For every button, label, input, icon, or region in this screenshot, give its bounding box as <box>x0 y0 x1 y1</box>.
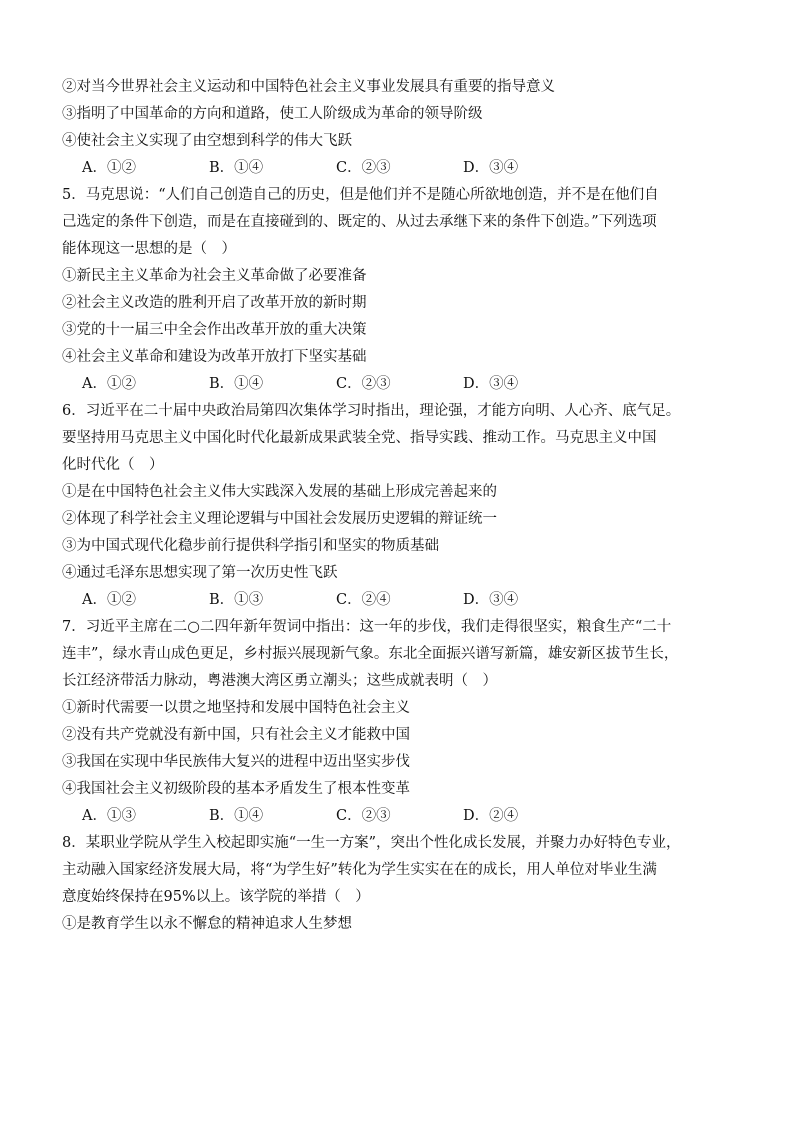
q7-option-b[interactable]: B．①④ <box>209 808 264 824</box>
q8-item-1: ①是教育学生以永不懈怠的精神追求人生梦想 <box>62 916 352 932</box>
q5-option-a[interactable]: A．①② <box>82 376 136 392</box>
q6-option-d[interactable]: D．③④ <box>463 592 519 608</box>
q6-option-c[interactable]: C．②④ <box>336 592 391 608</box>
q7-item-3: ③我国在实现中华民族伟大复兴的进程中迈出坚实步伐 <box>62 754 410 770</box>
q6-option-a[interactable]: A．①② <box>82 592 136 608</box>
exam-page <box>62 74 742 938</box>
q8-stem-line: 主动融入国家经济发展大局，将“为学生好”转化为学生实实在在的成长，用人单位对毕业生满 <box>62 862 657 878</box>
q5-stem-line: 5．马克思说：“人们自己创造自己的历史，但是他们并不是随心所欲地创造，并不是在他们自 <box>62 187 659 203</box>
q4-item-3: ③指明了中国革命的方向和道路，使工人阶级成为革命的领导阶级 <box>62 106 483 122</box>
q6-item-3: ③为中国式现代化稳步前行提供科学指引和坚实的物质基础 <box>62 538 439 554</box>
q4-option-c[interactable]: C．②③ <box>336 160 391 176</box>
q4-options <box>62 155 742 182</box>
q4-item-4: ④使社会主义实现了由空想到科学的伟大飞跃 <box>62 133 352 149</box>
q4-option-b[interactable]: B．①④ <box>209 160 264 176</box>
question-5 <box>62 182 742 398</box>
question-8 <box>62 830 742 938</box>
q7-stem-line: 7．习近平主席在二○二四年新年贺词中指出：这一年的步伐，我们走得很坚实，粮食生产“二十 <box>62 619 672 635</box>
q4-item-2: ②对当今世界社会主义运动和中国特色社会主义事业发展具有重要的指导意义 <box>62 79 555 95</box>
q6-item-2: ②体现了科学社会主义理论逻辑与中国社会发展历史逻辑的辩证统一 <box>62 511 497 527</box>
q6-stem-line: 要坚持用马克思主义中国化时代化最新成果武装全党、指导实践、推动工作。马克思主义中国 <box>62 430 657 446</box>
q6-stem-line: 化时代化（ ） <box>62 457 164 473</box>
q7-item-1: ①新时代需要一以贯之地坚持和发展中国特色社会主义 <box>62 700 410 716</box>
q5-option-b[interactable]: B．①④ <box>209 376 264 392</box>
q5-option-d[interactable]: D．③④ <box>463 376 519 392</box>
question-6 <box>62 398 742 614</box>
q7-stem-line: 长江经济带活力脉动，粤港澳大湾区勇立潮头；这些成就表明（ ） <box>62 673 497 689</box>
q4-option-d[interactable]: D．③④ <box>463 160 519 176</box>
question-4-tail <box>62 74 742 182</box>
q5-option-c[interactable]: C．②③ <box>336 376 391 392</box>
q5-stem-line: 己选定的条件下创造，而是在直接碰到的、既定的、从过去承继下来的条件下创造。”下列选项 <box>62 214 657 230</box>
q8-stem-line: 8．某职业学院从学生入校起即实施“一生一方案”，突出个性化成长发展，并聚力办好特色专业， <box>62 835 681 851</box>
q5-item-2: ②社会主义改造的胜利开启了改革开放的新时期 <box>62 295 367 311</box>
q7-item-2: ②没有共产党就没有新中国，只有社会主义才能救中国 <box>62 727 410 743</box>
q6-item-1: ①是在中国特色社会主义伟大实践深入发展的基础上形成完善起来的 <box>62 484 497 500</box>
q5-item-4: ④社会主义革命和建设为改革开放打下坚实基础 <box>62 349 367 365</box>
q5-options <box>62 371 742 398</box>
q8-stem-line: 意度始终保持在95%以上。该学院的举措（ ） <box>62 889 370 905</box>
q6-item-4: ④通过毛泽东思想实现了第一次历史性飞跃 <box>62 565 338 581</box>
q5-item-3: ③党的十一届三中全会作出改革开放的重大决策 <box>62 322 367 338</box>
q7-options <box>62 803 742 830</box>
q7-option-d[interactable]: D．②④ <box>463 808 519 824</box>
question-7 <box>62 614 742 830</box>
q7-option-c[interactable]: C．②③ <box>336 808 391 824</box>
q7-option-a[interactable]: A．①③ <box>82 808 136 824</box>
q7-stem-line: 连丰”，绿水青山成色更足，乡村振兴展现新气象。东北全面振兴谱写新篇，雄安新区拔节生长， <box>62 646 679 662</box>
q5-stem-line: 能体现这一思想的是（ ） <box>62 241 236 257</box>
q4-option-a[interactable]: A．①② <box>82 160 136 176</box>
q6-stem-line: 6．习近平在二十届中央政治局第四次集体学习时指出，理论强，才能方向明、人心齐、底气足。 <box>62 403 681 419</box>
q5-item-1: ①新民主主义革命为社会主义革命做了必要准备 <box>62 268 367 284</box>
q6-options <box>62 587 742 614</box>
q6-option-b[interactable]: B．①③ <box>209 592 264 608</box>
q7-item-4: ④我国社会主义初级阶段的基本矛盾发生了根本性变革 <box>62 781 410 797</box>
